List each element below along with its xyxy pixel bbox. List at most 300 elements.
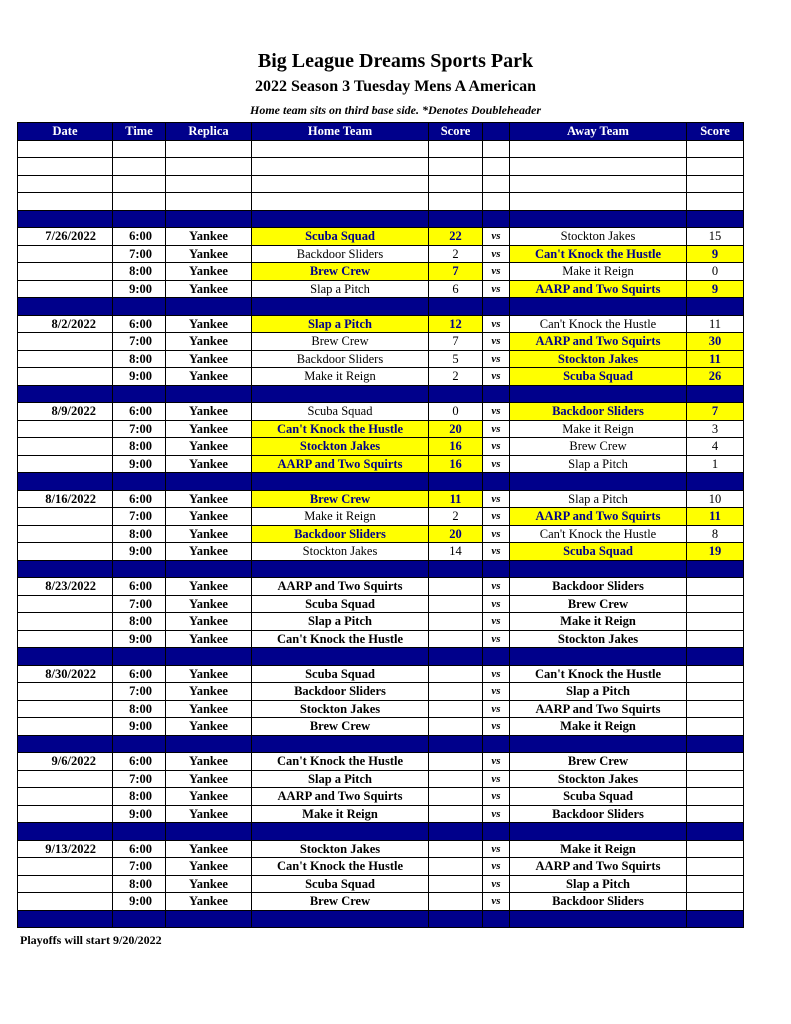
game-date: 9/13/2022 <box>18 840 113 858</box>
separator-cell <box>113 560 166 578</box>
blank-cell <box>113 158 166 176</box>
game-row <box>18 228 744 246</box>
separator-cell <box>113 385 166 403</box>
game-row <box>18 578 744 596</box>
home-team: Make it Reign <box>252 805 429 823</box>
blank-cell <box>166 175 252 193</box>
game-date <box>18 333 113 351</box>
home-score: 7 <box>429 333 483 351</box>
separator-cell <box>483 735 510 753</box>
blank-cell <box>18 175 113 193</box>
blank-cell <box>510 193 687 211</box>
game-field: Yankee <box>166 228 252 246</box>
home-score <box>429 665 483 683</box>
separator-cell <box>18 385 113 403</box>
vs-label: vs <box>483 508 510 526</box>
schedule-note: Home team sits on third base side. *Denotes Doubleheader <box>250 103 541 117</box>
game-row <box>18 245 744 263</box>
separator-cell <box>510 735 687 753</box>
blank-cell <box>510 140 687 158</box>
game-row <box>18 840 744 858</box>
home-score <box>429 613 483 631</box>
blank-cell <box>166 140 252 158</box>
away-team: Backdoor Sliders <box>510 893 687 911</box>
game-row <box>18 875 744 893</box>
game-field: Yankee <box>166 543 252 561</box>
home-team: Can't Knock the Hustle <box>252 858 429 876</box>
game-date: 9/6/2022 <box>18 753 113 771</box>
away-score: 10 <box>687 490 744 508</box>
game-row <box>18 683 744 701</box>
home-team: Scuba Squad <box>252 228 429 246</box>
game-field: Yankee <box>166 840 252 858</box>
game-time: 8:00 <box>113 263 166 281</box>
game-date: 8/2/2022 <box>18 315 113 333</box>
home-score <box>429 700 483 718</box>
game-time: 8:00 <box>113 613 166 631</box>
game-date <box>18 420 113 438</box>
week-separator-row <box>18 823 744 841</box>
game-date: 8/23/2022 <box>18 578 113 596</box>
separator-cell <box>113 298 166 316</box>
home-score <box>429 893 483 911</box>
home-score <box>429 805 483 823</box>
home-team: Slap a Pitch <box>252 280 429 298</box>
game-time: 6:00 <box>113 665 166 683</box>
away-team: Slap a Pitch <box>510 683 687 701</box>
game-time: 9:00 <box>113 893 166 911</box>
away-team: Slap a Pitch <box>510 490 687 508</box>
separator-cell <box>166 560 252 578</box>
vs-label: vs <box>483 403 510 421</box>
away-score <box>687 700 744 718</box>
away-score <box>687 665 744 683</box>
away-score: 0 <box>687 263 744 281</box>
game-time: 6:00 <box>113 228 166 246</box>
game-row <box>18 263 744 281</box>
col-header-away-team: Away Team <box>510 123 687 141</box>
away-score <box>687 875 744 893</box>
week-separator-row <box>18 560 744 578</box>
separator-cell <box>18 560 113 578</box>
col-header-home-team: Home Team <box>252 123 429 141</box>
separator-cell <box>18 473 113 491</box>
game-time: 6:00 <box>113 403 166 421</box>
home-team: Scuba Squad <box>252 595 429 613</box>
away-score: 9 <box>687 245 744 263</box>
separator-cell <box>687 648 744 666</box>
separator-cell <box>483 910 510 928</box>
game-row <box>18 508 744 526</box>
separator-cell <box>18 210 113 228</box>
separator-cell <box>166 648 252 666</box>
separator-cell <box>429 560 483 578</box>
away-score: 11 <box>687 315 744 333</box>
home-score <box>429 595 483 613</box>
vs-label: vs <box>483 578 510 596</box>
game-field: Yankee <box>166 403 252 421</box>
separator-cell <box>510 648 687 666</box>
vs-label: vs <box>483 490 510 508</box>
away-score <box>687 613 744 631</box>
blank-cell <box>429 175 483 193</box>
game-field: Yankee <box>166 333 252 351</box>
game-date <box>18 858 113 876</box>
home-team: Backdoor Sliders <box>252 245 429 263</box>
game-time: 6:00 <box>113 315 166 333</box>
separator-cell <box>18 823 113 841</box>
home-score: 6 <box>429 280 483 298</box>
blank-cell <box>429 140 483 158</box>
separator-cell <box>483 385 510 403</box>
vs-label: vs <box>483 718 510 736</box>
game-date <box>18 683 113 701</box>
vs-label: vs <box>483 595 510 613</box>
home-score: 11 <box>429 490 483 508</box>
blank-cell <box>18 158 113 176</box>
vs-label: vs <box>483 455 510 473</box>
home-team: Scuba Squad <box>252 665 429 683</box>
blank-cell <box>687 140 744 158</box>
home-score: 20 <box>429 525 483 543</box>
away-score <box>687 858 744 876</box>
home-team: Brew Crew <box>252 718 429 736</box>
game-field: Yankee <box>166 438 252 456</box>
schedule-body <box>18 140 744 928</box>
separator-cell <box>113 473 166 491</box>
separator-cell <box>510 385 687 403</box>
home-team: Stockton Jakes <box>252 543 429 561</box>
separator-cell <box>166 823 252 841</box>
week-separator-row <box>18 385 744 403</box>
away-team: Make it Reign <box>510 718 687 736</box>
vs-label: vs <box>483 665 510 683</box>
away-team: Slap a Pitch <box>510 455 687 473</box>
game-date <box>18 455 113 473</box>
blank-row <box>18 140 744 158</box>
game-date <box>18 613 113 631</box>
vs-label: vs <box>483 875 510 893</box>
separator-cell <box>687 473 744 491</box>
away-score: 19 <box>687 543 744 561</box>
game-field: Yankee <box>166 490 252 508</box>
game-field: Yankee <box>166 280 252 298</box>
vs-label: vs <box>483 368 510 386</box>
separator-cell <box>429 823 483 841</box>
separator-cell <box>510 560 687 578</box>
separator-cell <box>483 473 510 491</box>
away-score: 11 <box>687 508 744 526</box>
game-field: Yankee <box>166 263 252 281</box>
home-team: Slap a Pitch <box>252 770 429 788</box>
game-row <box>18 858 744 876</box>
blank-cell <box>252 140 429 158</box>
home-team: AARP and Two Squirts <box>252 788 429 806</box>
home-team: Backdoor Sliders <box>252 683 429 701</box>
game-time: 8:00 <box>113 350 166 368</box>
game-time: 7:00 <box>113 858 166 876</box>
home-score: 22 <box>429 228 483 246</box>
game-field: Yankee <box>166 770 252 788</box>
game-time: 7:00 <box>113 683 166 701</box>
game-row <box>18 630 744 648</box>
away-team: Make it Reign <box>510 263 687 281</box>
vs-label: vs <box>483 753 510 771</box>
game-row <box>18 665 744 683</box>
blank-cell <box>483 193 510 211</box>
away-score <box>687 595 744 613</box>
separator-cell <box>510 210 687 228</box>
game-date: 8/30/2022 <box>18 665 113 683</box>
blank-row <box>18 193 744 211</box>
separator-cell <box>510 823 687 841</box>
game-field: Yankee <box>166 525 252 543</box>
week-separator-row <box>18 648 744 666</box>
home-score: 2 <box>429 508 483 526</box>
away-score: 3 <box>687 420 744 438</box>
game-date <box>18 438 113 456</box>
away-team: Can't Knock the Hustle <box>510 315 687 333</box>
separator-cell <box>483 560 510 578</box>
away-score: 26 <box>687 368 744 386</box>
game-time: 8:00 <box>113 700 166 718</box>
separator-cell <box>252 210 429 228</box>
home-score <box>429 858 483 876</box>
game-field: Yankee <box>166 753 252 771</box>
col-header-vs <box>483 123 510 141</box>
vs-label: vs <box>483 858 510 876</box>
game-date: 7/26/2022 <box>18 228 113 246</box>
away-team: AARP and Two Squirts <box>510 700 687 718</box>
game-field: Yankee <box>166 455 252 473</box>
game-time: 8:00 <box>113 525 166 543</box>
away-team: Scuba Squad <box>510 543 687 561</box>
game-field: Yankee <box>166 578 252 596</box>
away-team: Make it Reign <box>510 840 687 858</box>
blank-cell <box>429 158 483 176</box>
page-subtitle: 2022 Season 3 Tuesday Mens A American <box>255 78 536 95</box>
away-team: Can't Knock the Hustle <box>510 665 687 683</box>
separator-cell <box>483 298 510 316</box>
game-row <box>18 315 744 333</box>
away-score <box>687 788 744 806</box>
game-field: Yankee <box>166 315 252 333</box>
away-team: Slap a Pitch <box>510 875 687 893</box>
home-team: Scuba Squad <box>252 403 429 421</box>
home-team: Make it Reign <box>252 368 429 386</box>
home-score <box>429 578 483 596</box>
game-date <box>18 508 113 526</box>
away-team: Stockton Jakes <box>510 770 687 788</box>
away-score <box>687 578 744 596</box>
away-score <box>687 718 744 736</box>
blank-cell <box>483 175 510 193</box>
game-field: Yankee <box>166 718 252 736</box>
col-header-away-score: Score <box>687 123 744 141</box>
game-row <box>18 788 744 806</box>
home-team: Slap a Pitch <box>252 315 429 333</box>
away-score: 7 <box>687 403 744 421</box>
game-row <box>18 770 744 788</box>
home-score: 2 <box>429 368 483 386</box>
game-field: Yankee <box>166 805 252 823</box>
game-time: 7:00 <box>113 770 166 788</box>
game-field: Yankee <box>166 420 252 438</box>
game-time: 9:00 <box>113 805 166 823</box>
game-time: 7:00 <box>113 333 166 351</box>
game-date: 8/9/2022 <box>18 403 113 421</box>
game-date <box>18 875 113 893</box>
blank-cell <box>18 140 113 158</box>
away-team: AARP and Two Squirts <box>510 858 687 876</box>
blank-cell <box>483 140 510 158</box>
game-field: Yankee <box>166 683 252 701</box>
game-time: 7:00 <box>113 508 166 526</box>
game-date <box>18 700 113 718</box>
away-team: Make it Reign <box>510 420 687 438</box>
away-score <box>687 840 744 858</box>
vs-label: vs <box>483 350 510 368</box>
blank-cell <box>687 158 744 176</box>
game-date <box>18 368 113 386</box>
blank-cell <box>113 175 166 193</box>
vs-label: vs <box>483 280 510 298</box>
home-team: Stockton Jakes <box>252 840 429 858</box>
separator-cell <box>18 648 113 666</box>
game-field: Yankee <box>166 368 252 386</box>
home-team: Stockton Jakes <box>252 438 429 456</box>
week-separator-row <box>18 910 744 928</box>
game-row <box>18 525 744 543</box>
separator-cell <box>252 823 429 841</box>
separator-cell <box>18 735 113 753</box>
home-team: Backdoor Sliders <box>252 525 429 543</box>
week-separator-row <box>18 210 744 228</box>
separator-cell <box>252 385 429 403</box>
home-score <box>429 630 483 648</box>
game-row <box>18 700 744 718</box>
away-score: 9 <box>687 280 744 298</box>
home-team: Backdoor Sliders <box>252 350 429 368</box>
home-team: Can't Knock the Hustle <box>252 630 429 648</box>
home-score <box>429 840 483 858</box>
away-score: 11 <box>687 350 744 368</box>
separator-cell <box>687 298 744 316</box>
col-header-replica: Replica <box>166 123 252 141</box>
home-team: Brew Crew <box>252 333 429 351</box>
away-score <box>687 630 744 648</box>
separator-cell <box>252 298 429 316</box>
game-time: 9:00 <box>113 455 166 473</box>
week-separator-row <box>18 735 744 753</box>
separator-cell <box>166 473 252 491</box>
home-team: Brew Crew <box>252 263 429 281</box>
home-score: 7 <box>429 263 483 281</box>
vs-label: vs <box>483 630 510 648</box>
game-date <box>18 280 113 298</box>
vs-label: vs <box>483 228 510 246</box>
game-row <box>18 455 744 473</box>
game-time: 6:00 <box>113 490 166 508</box>
vs-label: vs <box>483 770 510 788</box>
home-team: Can't Knock the Hustle <box>252 753 429 771</box>
home-score: 16 <box>429 438 483 456</box>
game-time: 9:00 <box>113 718 166 736</box>
away-score <box>687 805 744 823</box>
home-score: 20 <box>429 420 483 438</box>
game-field: Yankee <box>166 613 252 631</box>
away-score: 1 <box>687 455 744 473</box>
separator-cell <box>429 298 483 316</box>
page-title: Big League Dreams Sports Park <box>257 50 534 72</box>
separator-cell <box>483 648 510 666</box>
separator-cell <box>510 473 687 491</box>
week-separator-row <box>18 473 744 491</box>
home-team: Make it Reign <box>252 508 429 526</box>
game-field: Yankee <box>166 350 252 368</box>
game-row <box>18 595 744 613</box>
away-team: Brew Crew <box>510 595 687 613</box>
away-score <box>687 770 744 788</box>
game-row <box>18 438 744 456</box>
separator-cell <box>429 735 483 753</box>
vs-label: vs <box>483 525 510 543</box>
game-date <box>18 525 113 543</box>
separator-cell <box>252 560 429 578</box>
game-field: Yankee <box>166 245 252 263</box>
home-score <box>429 753 483 771</box>
blank-cell <box>252 193 429 211</box>
game-row <box>18 350 744 368</box>
game-date <box>18 788 113 806</box>
away-team: Stockton Jakes <box>510 630 687 648</box>
game-field: Yankee <box>166 665 252 683</box>
col-header-date: Date <box>18 123 113 141</box>
game-time: 6:00 <box>113 840 166 858</box>
blank-cell <box>252 175 429 193</box>
vs-label: vs <box>483 893 510 911</box>
vs-label: vs <box>483 840 510 858</box>
away-team: Backdoor Sliders <box>510 805 687 823</box>
game-field: Yankee <box>166 893 252 911</box>
game-time: 6:00 <box>113 578 166 596</box>
game-date <box>18 805 113 823</box>
game-field: Yankee <box>166 700 252 718</box>
away-score: 30 <box>687 333 744 351</box>
col-header-time: Time <box>113 123 166 141</box>
separator-cell <box>166 385 252 403</box>
vs-label: vs <box>483 613 510 631</box>
game-field: Yankee <box>166 788 252 806</box>
game-row <box>18 893 744 911</box>
week-separator-row <box>18 298 744 316</box>
game-time: 8:00 <box>113 875 166 893</box>
home-team: Brew Crew <box>252 893 429 911</box>
vs-label: vs <box>483 333 510 351</box>
game-date <box>18 893 113 911</box>
away-team: Can't Knock the Hustle <box>510 525 687 543</box>
playoffs-note: Playoffs will start 9/20/2022 <box>20 933 162 947</box>
game-row <box>18 753 744 771</box>
blank-cell <box>429 193 483 211</box>
separator-cell <box>687 210 744 228</box>
vs-label: vs <box>483 438 510 456</box>
blank-row <box>18 175 744 193</box>
separator-cell <box>429 473 483 491</box>
separator-cell <box>113 648 166 666</box>
home-score: 5 <box>429 350 483 368</box>
blank-cell <box>113 140 166 158</box>
